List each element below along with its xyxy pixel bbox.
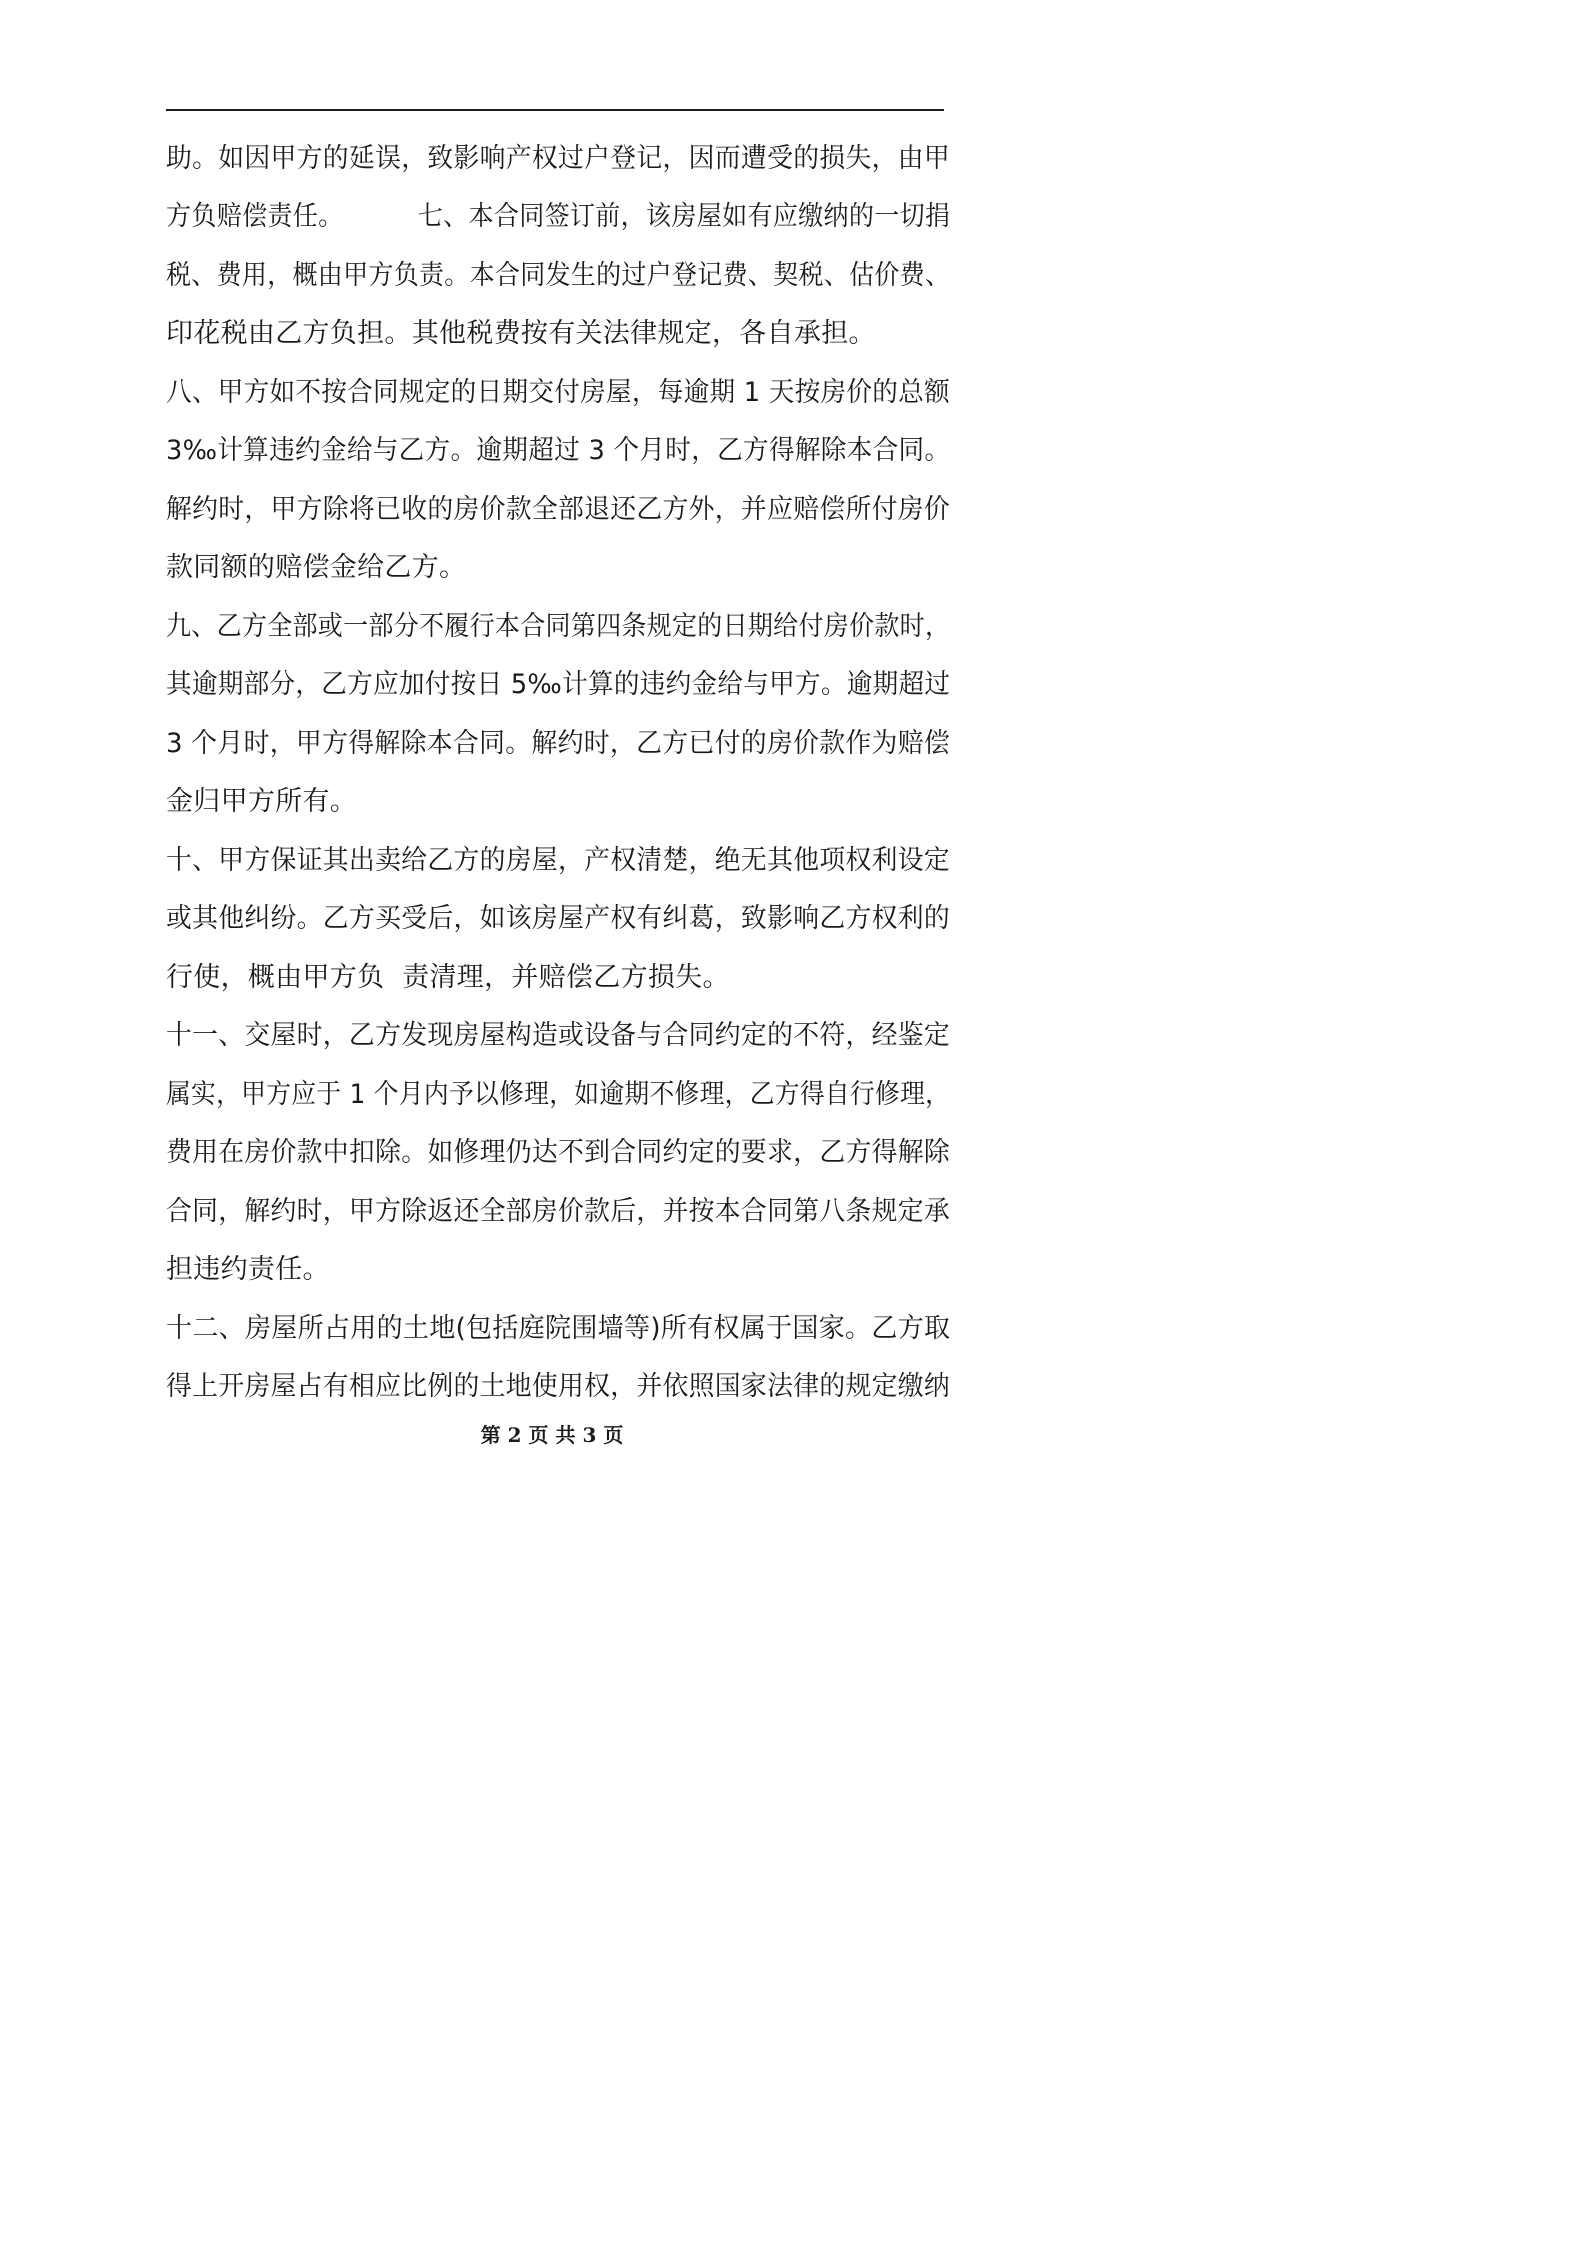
body-line: 属实，甲方应于 1 个月内予以修理，如逾期不修理，乙方得自行修理， [166, 1079, 951, 1110]
body-line: 费用在房价款中扣除。如修理仍达不到合同约定的要求，乙方得解除 [166, 1137, 950, 1168]
body-line: 行使，概由甲方负 责清理，并赔偿乙方损失。 [166, 962, 730, 993]
body-line: 十一、交屋时，乙方发现房屋构造或设备与合同约定的不符，经鉴定 [166, 1020, 950, 1051]
body-line: 其逾期部分，乙方应加付按日 5‰计算的违约金给与甲方。逾期超过 [166, 669, 951, 700]
body-line: 3‰计算违约金给与乙方。逾期超过 3 个月时，乙方得解除本合同。 [166, 435, 951, 466]
body-line: 得上开房屋占有相应比例的土地使用权，并依照国家法律的规定缴纳 [166, 1371, 950, 1402]
body-line: 解约时，甲方除将已收的房价款全部退还乙方外，并应赔偿所付房价 [166, 494, 950, 525]
body-line: 款同额的赔偿金给乙方。 [166, 552, 467, 583]
document-page [0, 0, 1104, 1562]
body-line: 金归甲方所有。 [166, 786, 358, 817]
body-line: 八、甲方如不按合同规定的日期交付房屋，每逾期 1 天按房价的总额 [166, 377, 950, 408]
header-rule [166, 109, 944, 111]
body-line: 3 个月时，甲方得解除本合同。解约时，乙方已付的房价款作为赔偿 [166, 728, 951, 759]
body-line: 十二、房屋所占用的土地(包括庭院围墙等)所有权属于国家。乙方取 [166, 1313, 951, 1344]
body-line: 合同，解约时，甲方除返还全部房价款后，并按本合同第八条规定承 [166, 1196, 950, 1227]
body-line: 十、甲方保证其出卖给乙方的房屋，产权清楚，绝无其他项权利设定 [166, 845, 950, 876]
page-number-footer: 第 2 页 共 3 页 [480, 1423, 624, 1447]
body-line: 税、费用，概由甲方负责。本合同发生的过户登记费、契税、估价费、 [166, 260, 951, 291]
body-line: 助。如因甲方的延误，致影响产权过户登记，因而遭受的损失，由甲 [166, 143, 950, 174]
body-line: 或其他纠纷。乙方买受后，如该房屋产权有纠葛，致影响乙方权利的 [166, 903, 950, 934]
body-line: 担违约责任。 [166, 1254, 330, 1285]
body-line: 印花税由乙方负担。其他税费按有关法律规定，各自承担。 [166, 318, 876, 349]
body-line: 方负赔偿责任。 七、本合同签订前，该房屋如有应缴纳的一切捐 [166, 201, 951, 232]
body-line: 九、乙方全部或一部分不履行本合同第四条规定的日期给付房价款时， [166, 611, 951, 642]
